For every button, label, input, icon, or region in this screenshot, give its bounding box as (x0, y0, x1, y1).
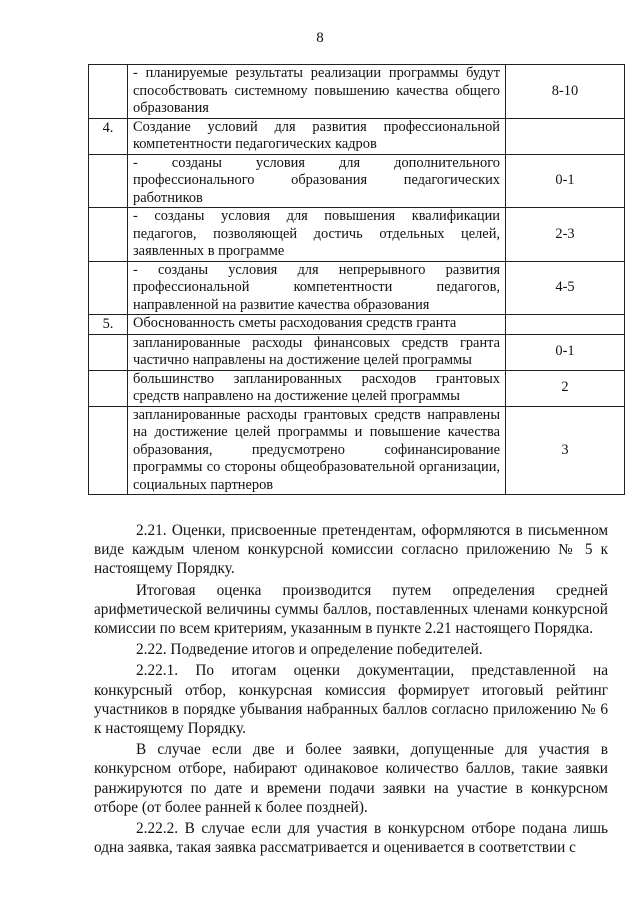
criteria-table (88, 64, 625, 495)
criterion-text: большинство запланированных расходов грантовых средств направлено на достижение целей программы (128, 370, 506, 406)
score-range (506, 118, 625, 154)
row-number (89, 370, 128, 406)
body-text (94, 521, 608, 859)
row-number (89, 406, 128, 495)
score-range: 4-5 (506, 261, 625, 315)
table-row (89, 334, 625, 370)
table-row (89, 65, 625, 119)
criterion-text: - планируемые результаты реализации программы будут способствовать системному повышению качества общего образования (128, 65, 506, 119)
page-number: 8 (316, 30, 324, 46)
score-range: 0-1 (506, 334, 625, 370)
paragraph: 2.22.2. В случае если для участия в конкурсном отборе подана лишь одна заявка, такая заявка рассматривается и оценивается в соответствии с (94, 820, 608, 857)
row-number (89, 154, 128, 208)
table-row (89, 208, 625, 262)
paragraph: 2.21. Оценки, присвоенные претендентам, оформляются в письменном виде каждым членом конкурсной комиссии согласно приложению № 5 к настоящему Порядку. (94, 522, 608, 578)
table-row (89, 154, 625, 208)
table-row (89, 406, 625, 495)
row-number: 4. (89, 118, 128, 154)
table-row (89, 315, 625, 335)
paragraph: 2.22. Подведение итогов и определение победителей. (136, 641, 483, 659)
criterion-heading: Обоснованность сметы расходования средств гранта (128, 315, 506, 335)
criterion-heading: Создание условий для развития профессиональной компетентности педагогических кадров (128, 118, 506, 154)
score-range: 0-1 (506, 154, 625, 208)
row-number (89, 261, 128, 315)
row-number: 5. (89, 315, 128, 335)
table-row (89, 370, 625, 406)
criterion-text: - созданы условия для дополнительного профессионального образования педагогических работников (128, 154, 506, 208)
criterion-text: запланированные расходы финансовых средств гранта частично направлены на достижение целей программы (128, 334, 506, 370)
score-range (506, 315, 625, 335)
paragraph: Итоговая оценка производится путем определения средней арифметической величины суммы баллов, поставленных членами конкурсной комиссии по всем критериям, указанным в пункте 2.21 настоящего Порядка. (94, 581, 608, 638)
row-number (89, 65, 128, 119)
criterion-text: запланированные расходы грантовых средств направлены на достижение целей программы и повышение качества образования, предусмотрено софинансирование программы со стороны общеобразовательной организации, социальных партнеров (128, 406, 506, 495)
criterion-text: - созданы условия для непрерывного развития профессиональной компетентности педагогов, направленной на развитие качества образования (128, 261, 506, 315)
table-row (89, 261, 625, 315)
criterion-text: - созданы условия для повышения квалификации педагогов, позволяющей достичь отдельных целей, заявленных в программе (128, 208, 506, 262)
score-range: 2 (506, 370, 625, 406)
row-number (89, 334, 128, 370)
paragraph: 2.22.1. По итогам оценки документации, представленной на конкурсный отбор, конкурсная комиссия формирует итоговый рейтинг участников в порядке убывания набранных баллов согласно приложению № 6 к настоящему Порядку. (94, 662, 608, 738)
paragraph: В случае если две и более заявки, допущенные для участия в конкурсном отборе, набирают одинаковое количество баллов, такие заявки ранжируются по дате и времени подачи заявки на участие в конкурсном отборе (от более ранней к более поздней). (94, 741, 608, 816)
score-range: 8-10 (506, 65, 625, 119)
score-range: 2-3 (506, 208, 625, 262)
row-number (89, 208, 128, 262)
score-range: 3 (506, 406, 625, 495)
table-row (89, 118, 625, 154)
